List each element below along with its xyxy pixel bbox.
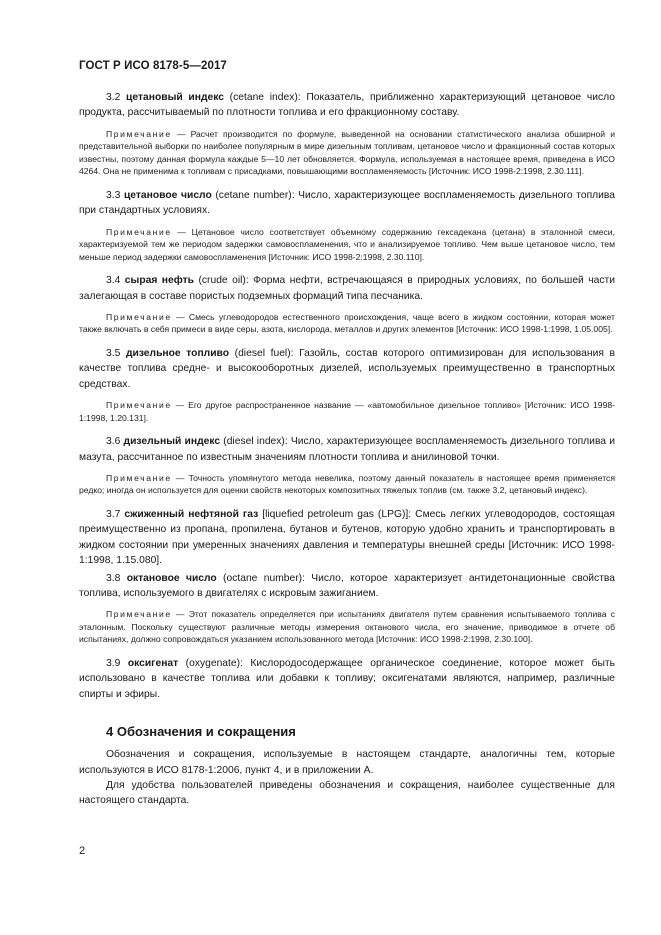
note-3-2: Примечание — Расчет производится по формуле, выведенной на основании статистического анализа обширной и представительной выборки по наиболее популярным в мире дизельным топливам, цетановое число и фракционный состав которых известны, поэтому данная формула каждые 5—10 лет обновляется. Формула, используемая в настоящее время, приведена в ИСО 4264. Она не применима к топливам с присадками, повышающими воспламеняемость [Источник: ИСО 1998-2:1998, 2.30.111]. (79, 128, 615, 177)
note-label: Примечание (106, 128, 172, 139)
definition-3-7: 3.7 сжиженный нефтяной газ [liquefied petroleum gas (LPG)]: Смесь легких углеводородов, состоящая преимущественно из пропана, пропилена, бутанов и бутенов, которую удобно хранить и транспортировать в жидком состоянии при умеренных значениях давления и температуры внешней среды [Источник: ИСО 1998-1:1998, 1.15.080]. (79, 508, 615, 567)
definition-3-4: 3.4 сырая нефть (crude oil): Форма нефти, встречающаяся в природных условиях, по большей части залегающая в составе пористых подземных формаций типа песчаника. (79, 275, 615, 302)
section-heading: 4 Обозначения и сокращения (106, 724, 296, 740)
note-3-6: Примечание — Точность упомянутого метода невелика, поэтому данный показатель в настоящее время применяется редко; иногда он используется для оценки свойств некоторых композитных тяжелых топлив (см. также 3.2, цетановый индекс). (79, 472, 615, 496)
term: октановое число (126, 572, 217, 584)
document-header: ГОСТ Р ИСО 8178-5—2017 (79, 60, 227, 72)
term: цетановое число (123, 189, 212, 201)
definition-3-3: 3.3 цетановое число (cetane number): Число, характеризующее воспламеняемость дизельного топлива при стандартных условиях. (79, 189, 615, 217)
note-label: Примечание (106, 400, 172, 411)
term: сжиженный нефтяной газ (124, 508, 259, 520)
definition-3-5: 3.5 дизельное топливо (diesel fuel): Газойль, состав которого оптимизирован для использования в качестве топлива средне- и высокооборотных дизелей, используемых преимущественно в транспортных средствах. (79, 347, 615, 390)
note-label: Примечание (106, 609, 172, 620)
term: дизельное топливо (125, 347, 230, 359)
section-paragraph: Для удобства пользователей приведены обозначения и сокращения, наиболее существенные для настоящего стандарта. (79, 779, 615, 807)
term: цетановый индекс (126, 92, 224, 103)
definition-3-8: 3.8 октановое число (octane number): Число, которое характеризует антидетонационные свойства топлива, используемого в двигателях с искровым зажиганием. (79, 572, 615, 599)
definition-3-9: 3.9 оксигенат (oxygenate): Кислородосодержащее органическое соединение, которое может быть использовано в качестве топлива или добавки к топливу; оксигенатами являются, например, различные спирты и эфиры. (79, 657, 615, 700)
term: дизельный индекс (123, 436, 221, 448)
note-3-8: Примечание — Этот показатель определяется при испытаниях двигателя путем сравнения испытываемого топлива с эталонным. Поскольку существуют различные методы измерения октанового числа, его значение, приводимое в отчете об испытаниях, должно сопровождаться указанием использованного метода [Источник: ИСО 1998-2:1998, 2.30.100]. (79, 609, 615, 645)
term: сырая нефть (124, 275, 194, 287)
note-3-4: Примечание — Смесь углеводородов естественного происхождения, чаще всего в жидком состоянии, которая может также включать в себя примеси в виде серы, азота, кислорода, металлов и других элементов [Источник: ИСО 1998-1:1998, 1.05.005]. (79, 311, 615, 335)
note-label: Примечание (106, 311, 172, 322)
note-label: Примечание (106, 226, 172, 237)
document-body (79, 90, 615, 809)
note-3-5: Примечание — Его другое распространенное название — «автомобильное дизельное топливо» [Источник: ИСО 1998-1:1998, 1.20.131]. (79, 400, 615, 423)
definition-3-2: 3.2 цетановый индекс (cetane index): Показатель, приближенно характеризующий цетановое число продукта, рассчитываемый по плотности топлива и его фракционному составу. (79, 92, 615, 119)
page-number: 2 (79, 845, 86, 857)
note-label: Примечание (106, 472, 172, 483)
section-paragraph: Обозначения и сокращения, используемые в настоящем стандарте, аналогичны тем, которые используются в ИСО 8178-1:2006, пункт 4, и в приложении А. (79, 749, 615, 776)
note-3-3: Примечание — Цетановое число соответствует объемному содержанию гексадекана (цетана) в эталонной смеси, характеризуемой тем же периодом задержки самовоспламенения, что и анализируемое топливо. Чем выше цетановое число, тем меньше период задержки самовоспламенения [Источник: ИСО 1998-2:1998, 2.30.110]. (79, 226, 615, 262)
definition-3-6: 3.6 дизельный индекс (diesel index): Число, характеризующее воспламеняемость дизельного топлива и мазута, рассчитанное по известным значениям плотности топлива и анилиновой точки. (79, 436, 615, 463)
term: оксигенат (127, 657, 179, 669)
